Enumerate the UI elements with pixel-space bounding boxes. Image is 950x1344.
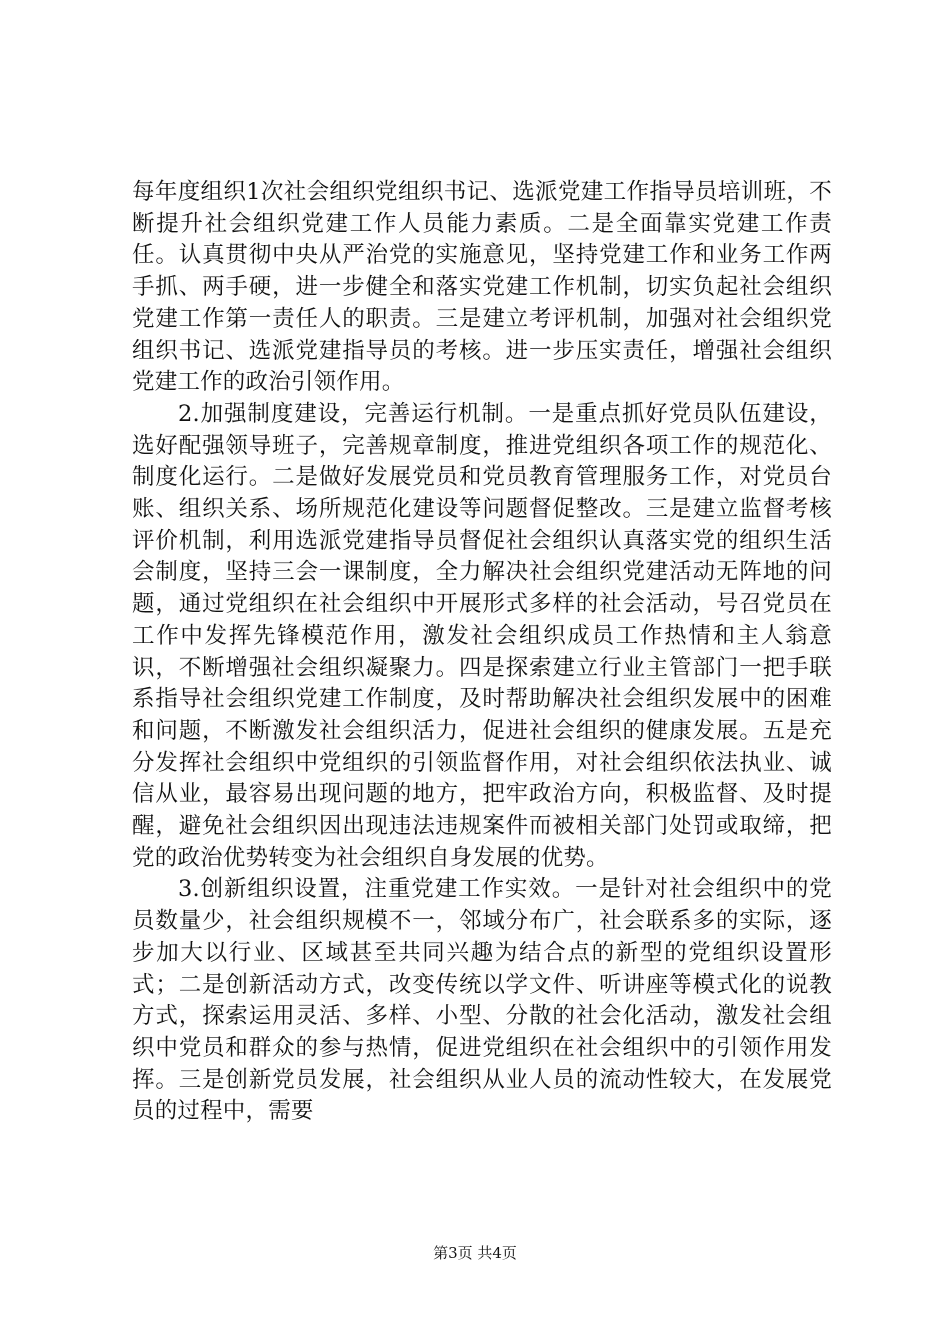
paragraph-organization-innovation: 3.创新组织设置，注重党建工作实效。一是针对社会组织中的党员数量少，社会组织规模不一，邻域分布广，社会联系多的实际，逐步加大以行业、区域甚至共同兴趣为结合点的新型的党组织设置形式；二是创新活动方式，改变传统以学文件、听讲座等模式化的说教方式，探索运用灵活、多样、小型、分散的社会化活动，激发社会组织中党员和群众的参与热情，促进党组织在社会组织中的引领作用发挥。三是创新党员发展，社会组织从业人员的流动性较大，在发展党员的过程中，需要 <box>132 876 832 1125</box>
page-number-footer: 第3页 共4页 <box>433 1244 517 1262</box>
paragraph-continuation: 每年度组织1次社会组织党组织书记、选派党建工作指导员培训班，不断提升社会组织党建工作人员能力素质。二是全面靠实党建工作责任。认真贯彻中央从严治党的实施意见，坚持党建工作和业务工作两手抓、两手硬，进一步健全和落实党建工作机制，切实负起社会组织党建工作第一责任人的职责。三是建立考评机制，加强对社会组织党组织书记、选派党建指导员的考核。进一步压实责任，增强社会组织党建工作的政治引领作用。 <box>132 179 832 396</box>
paragraph-institution-building: 2.加强制度建设，完善运行机制。一是重点抓好党员队伍建设，选好配强领导班子，完善规章制度，推进党组织各项工作的规范化、制度化运行。二是做好发展党员和党员教育管理服务工作，对党员台账、组织关系、场所规范化建设等问题督促整改。三是建立监督考核评价机制，利用选派党建指导员督促社会组织认真落实党的组织生活会制度，坚持三会一课制度，全力解决社会组织党建活动无阵地的问题，通过党组织在社会组织中开展形式多样的社会活动，号召党员在工作中发挥先锋模范作用，激发社会组织成员工作热情和主人翁意识，不断增强社会组织凝聚力。四是探索建立行业主管部门一把手联系指导社会组织党建工作制度，及时帮助解决社会组织发展中的困难和问题，不断激发社会组织活力，促进社会组织的健康发展。五是充分发挥社会组织中党组织的引领监督作用，对社会组织依法执业、诚信从业，最容易出现问题的地方，把牢政治方向，积极监督、及时提醒，避免社会组织因出现违法违规案件而被相关部门处罚或取缔，把党的政治优势转变为社会组织自身发展的优势。 <box>132 400 832 871</box>
document-body <box>132 177 832 1128</box>
